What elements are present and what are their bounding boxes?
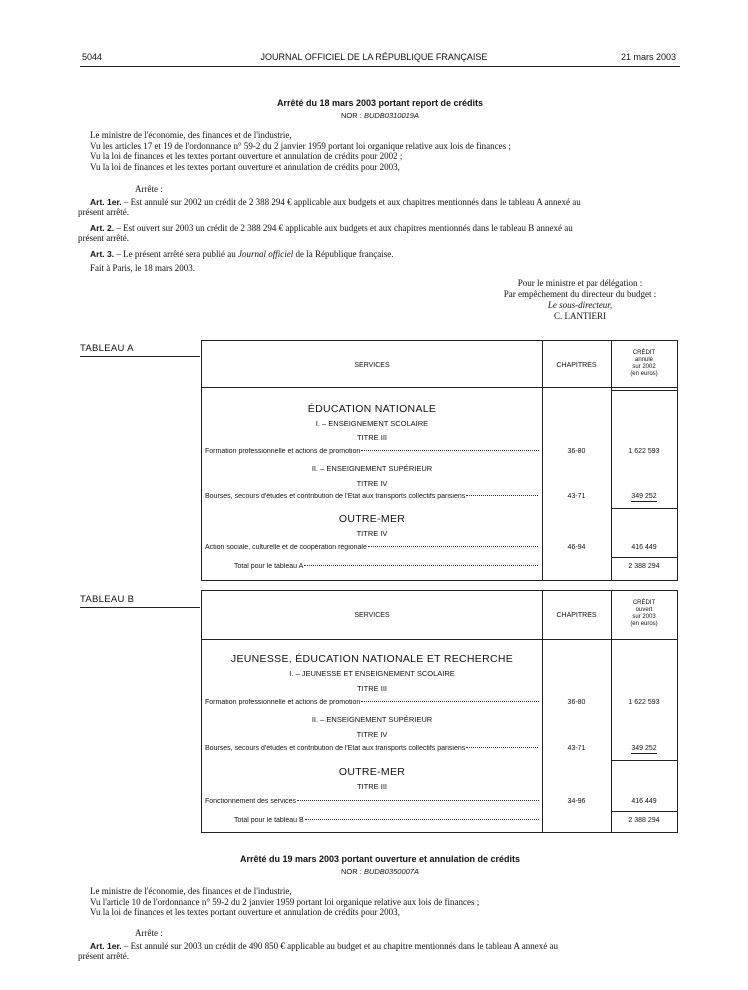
article-text-cont: présent arrêté.	[78, 233, 129, 243]
nor-label: NOR :	[341, 867, 362, 876]
titre-heading: TITRE IV	[356, 730, 388, 739]
service-name: Bourses, secours d'études et contribution de l'Etat aux transports collectifs parisiens	[205, 745, 466, 752]
total-row	[234, 817, 539, 824]
table-row	[205, 699, 539, 706]
credit-head-line: annulé	[634, 357, 654, 363]
page-number: 5044	[82, 52, 103, 62]
credit-head-line: ouvert	[635, 607, 653, 613]
tableau-a-label: TABLEAU A	[80, 343, 134, 354]
arrete1-title: Arrêté du 18 mars 2003 portant report de crédits	[276, 98, 484, 108]
credit-head-line: sur 2003	[632, 614, 656, 620]
chapitre-value: 36-80	[567, 448, 586, 455]
service-name: Action sociale, culturelle et de coopération régionale	[205, 544, 367, 551]
section-heading: II. – ENSEIGNEMENT SUPÉRIEUR	[311, 715, 433, 724]
dot-leader	[466, 746, 539, 748]
article-3	[90, 249, 680, 259]
table-row	[205, 493, 539, 500]
col-services: SERVICES	[354, 612, 390, 619]
service-name: Formation professionnelle et actions de promotion	[205, 448, 361, 455]
chapitre-value: 34-96	[567, 798, 586, 805]
preamble-line: Vu la loi de finances et les textes portant ouverture et annulation de crédits pour 2003,	[90, 161, 400, 172]
credit-value: 1 622 593	[628, 699, 660, 706]
column-segment-rule	[611, 760, 677, 761]
article-1	[78, 941, 680, 961]
preamble-line: Le ministre de l'économie, des finances et de l'industrie,	[90, 886, 292, 896]
article-label: Art. 1er.	[90, 197, 122, 207]
article-label: Art. 1er.	[90, 941, 122, 951]
credit-value: 1 622 593	[628, 448, 660, 455]
column-segment-rule	[611, 390, 677, 391]
arrete2-nor	[80, 867, 680, 876]
ministry-heading: OUTRE-MER	[338, 513, 406, 525]
credit-head-line: (en euros)	[630, 621, 658, 627]
dot-leader	[361, 700, 539, 702]
dot-leader	[361, 449, 539, 451]
signature-line: Par empêchement du directeur du budget :	[503, 289, 657, 299]
signature-line: Le sous-directeur,	[547, 300, 613, 310]
preamble-line: Vu la loi de finances et les textes portant ouverture et annulation de crédits pour 2003,	[90, 907, 400, 917]
credit-head-line: CRÉDIT	[632, 600, 656, 606]
article-text-cont: présent arrêté.	[78, 951, 129, 961]
label-rule	[80, 356, 200, 357]
preamble-line: Vu les articles 17 et 19 de l'ordonnance n° 59-2 du 2 janvier 1959 portant loi organique relative aux lois de finances ;	[90, 140, 511, 151]
article-1	[78, 197, 680, 217]
column-segment-rule	[611, 557, 677, 558]
credit-head-line: (en euros)	[630, 371, 658, 377]
dot-leader	[304, 564, 539, 566]
credit-value: 416 449	[631, 798, 657, 805]
article-label: Art. 3.	[90, 249, 115, 259]
dot-leader	[297, 799, 539, 801]
signatory-name: C. LANTIERI	[554, 311, 606, 321]
dot-leader	[368, 545, 539, 547]
arrete-word: Arrête :	[135, 184, 163, 194]
arrete2-preamble	[90, 886, 680, 918]
preamble-line: Vu la loi de finances et les textes portant ouverture et annulation de crédits pour 2002 ;	[90, 151, 403, 161]
table-row	[205, 544, 539, 551]
chapitre-value: 43-71	[567, 493, 586, 500]
chapitre-value: 36-80	[567, 699, 586, 706]
total-value: 2 388 294	[628, 563, 660, 570]
arrete2-title: Arrêté du 19 mars 2003 portant ouverture et annulation de crédits	[239, 854, 521, 864]
credit-value: 349 252	[631, 493, 657, 500]
table-row	[205, 798, 539, 805]
arrete-word: Arrête :	[135, 928, 163, 938]
credit-cell	[611, 493, 677, 500]
article-text: – Est annulé sur 2002 un crédit de 2 388 294 € applicable aux budgets et aux chapitres mentionnés dans le tableau A annexé au	[121, 197, 581, 207]
ministry-heading: ÉDUCATION NATIONALE	[307, 403, 437, 415]
titre-heading: TITRE IV	[356, 529, 388, 538]
titre-heading: TITRE III	[357, 433, 387, 442]
total-value: 2 388 294	[628, 817, 660, 824]
journal-title: JOURNAL OFFICIEL DE LA RÉPUBLIQUE FRANÇAISE	[260, 52, 488, 62]
table-row	[205, 448, 539, 455]
col-credit	[611, 350, 677, 378]
credit-value: 349 252	[631, 745, 657, 752]
article-text-cont: présent arrêté.	[78, 207, 129, 217]
tableau-b	[201, 590, 678, 833]
article-label: Art. 2.	[90, 223, 115, 233]
tableau-b-label: TABLEAU B	[80, 594, 135, 605]
journal-officiel: Journal officiel	[238, 249, 294, 259]
section-heading: I. – JEUNESSE ET ENSEIGNEMENT SCOLAIRE	[289, 669, 455, 678]
col-services: SERVICES	[354, 362, 390, 369]
header-rule	[80, 66, 680, 67]
nor-label: NOR :	[341, 111, 362, 120]
titre-heading: TITRE III	[357, 684, 387, 693]
preamble-line: Le ministre de l'économie, des finances et de l'industrie,	[90, 130, 292, 140]
col-chapitres: CHAPITRES	[556, 362, 597, 369]
signature-block	[470, 278, 690, 322]
table-row	[205, 745, 539, 752]
column-segment-rule	[611, 811, 677, 812]
total-label: Total pour le tableau B	[234, 817, 304, 824]
preamble-line: Vu l'article 10 de l'ordonnance n° 59-2 du 2 janvier 1959 portant loi organique relative aux lois de finances ;	[90, 896, 480, 907]
signature-line: Pour le ministre et par délégation :	[517, 278, 643, 288]
tableau-a	[201, 340, 678, 581]
col-credit	[611, 600, 677, 628]
column-segment-rule	[611, 508, 677, 509]
service-name: Bourses, secours d'études et contribution de l'Etat aux transports collectifs parisiens	[205, 493, 466, 500]
chapitre-value: 43-71	[567, 745, 586, 752]
dot-leader	[305, 818, 539, 820]
issue-date: 21 mars 2003	[620, 52, 676, 62]
service-name: Formation professionnelle et actions de promotion	[205, 699, 361, 706]
titre-heading: TITRE III	[357, 782, 387, 791]
section-heading: II. – ENSEIGNEMENT SUPÉRIEUR	[311, 464, 433, 473]
total-label: Total pour le tableau A	[234, 563, 304, 570]
service-name: Fonctionnement des services	[205, 798, 297, 805]
article-text: – Le présent arrêté sera publié au	[114, 249, 239, 259]
section-heading: I. – ENSEIGNEMENT SCOLAIRE	[315, 419, 429, 428]
nor-code: BUDB0350007A	[363, 867, 419, 876]
titre-heading: TITRE IV	[356, 479, 388, 488]
article-2	[78, 223, 680, 243]
fait-a-paris: Fait à Paris, le 18 mars 2003.	[90, 263, 195, 273]
credit-value: 416 449	[631, 544, 657, 551]
article-text: – Est ouvert sur 2003 un crédit de 2 388 294 € applicable aux budgets et aux chapitres mentionnés dans le tableau B annexé au	[114, 223, 573, 233]
total-row	[234, 563, 539, 570]
col-chapitres: CHAPITRES	[556, 612, 597, 619]
article-text-end: de la République française.	[293, 249, 394, 259]
arrete1-preamble	[90, 130, 680, 172]
credit-cell	[611, 745, 677, 752]
ministry-heading: JEUNESSE, ÉDUCATION NATIONALE ET RECHERCHE	[230, 653, 514, 665]
article-text: – Est annulé sur 2003 un crédit de 490 850 € applicable au budget et au chapitre mentionnés dans le tableau A annexé au	[121, 941, 559, 951]
arrete1-nor	[80, 111, 680, 120]
chapitre-value: 46-94	[567, 544, 586, 551]
label-rule	[80, 607, 200, 608]
nor-code: BUDB0310019A	[363, 111, 419, 120]
credit-head-line: sur 2002	[632, 364, 656, 370]
ministry-heading: OUTRE-MER	[338, 766, 406, 778]
credit-head-line: CRÉDIT	[632, 350, 656, 356]
dot-leader	[466, 494, 539, 496]
